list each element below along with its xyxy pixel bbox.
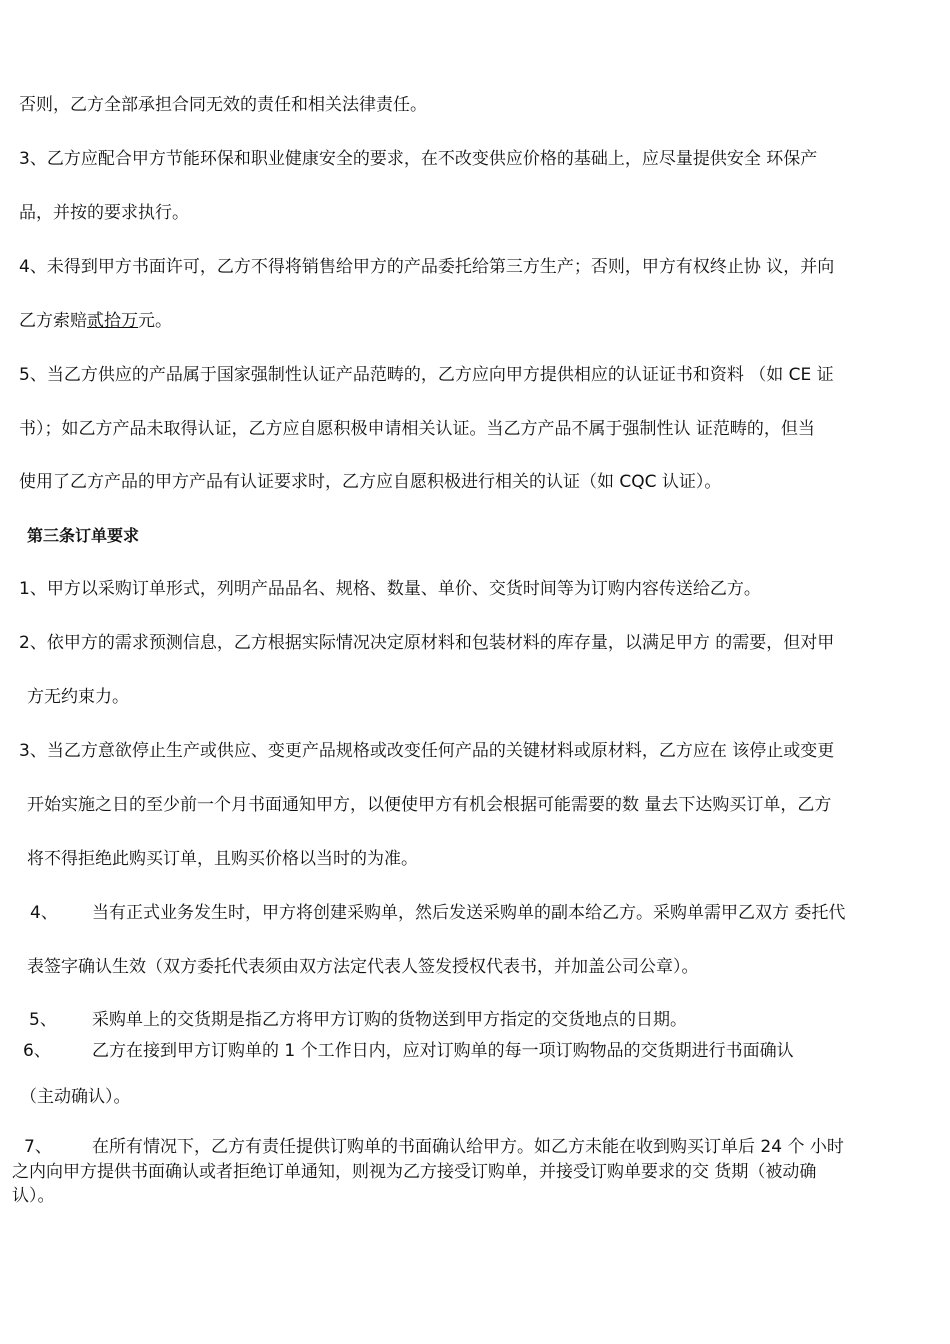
- order-item-7-line-3: 认）。: [12, 1186, 55, 1206]
- order-item-2-line-2: 方无约束力。: [27, 687, 129, 707]
- order-item-5-line: 采购单上的交货期是指乙方将甲方订购的货物送到甲方指定的交货地点的日期。: [92, 1010, 687, 1030]
- clause-4-text: 乙方索赔: [19, 311, 87, 331]
- section-heading: 第三条订单要求: [27, 526, 140, 545]
- order-item-4-line-2: 表签字确认生效（双方委托代表须由双方法定代表人签发授权代表书，并加盖公司公章）。: [27, 957, 699, 977]
- order-item-1: 1、甲方以采购订单形式，列明产品品名、规格、数量、单价、交货时间等为订购内容传送给乙方。: [19, 579, 761, 599]
- order-item-6-line-2: （主动确认）。: [20, 1087, 131, 1107]
- clause-3-line-1: 3、乙方应配合甲方节能环保和职业健康安全的要求，在不改变供应价格的基础上，应尽量提供安全 环保产: [19, 149, 818, 169]
- order-item-3-line-3: 将不得拒绝此购买订单，且购买价格以当时的为准。: [27, 849, 418, 869]
- compensation-amount: 贰拾万: [87, 311, 138, 331]
- order-item-7-number: 7、: [24, 1137, 52, 1157]
- clause-4-line-1: 4、未得到甲方书面许可，乙方不得将销售给甲方的产品委托给第三方生产；否则，甲方有权终止协 议，并向: [19, 257, 835, 277]
- order-item-7-line-2: 之内向甲方提供书面确认或者拒绝订单通知，则视为乙方接受订购单，并接受订购单要求的交 货期（被动确: [12, 1162, 817, 1182]
- clause-5-line-3: 使用了乙方产品的甲方产品有认证要求时，乙方应自愿积极进行相关的认证（如 CQC 认证）。: [19, 472, 722, 492]
- clause-5-line-1: 5、当乙方供应的产品属于国家强制性认证产品范畴的，乙方应向甲方提供相应的认证证书和资料 （如 CE 证: [19, 365, 834, 385]
- clause-5-line-2: 书）；如乙方产品未取得认证，乙方应自愿积极申请相关认证。当乙方产品不属于强制性认 证范畴的，但当: [19, 419, 815, 439]
- order-item-2-line-1: 2、依甲方的需求预测信息，乙方根据实际情况决定原材料和包装材料的库存量，以满足甲方 的需要，但对甲: [19, 633, 835, 653]
- order-item-3-line-1: 3、当乙方意欲停止生产或供应、变更产品规格或改变任何产品的关键材料或原材料，乙方应在 该停止或变更: [19, 741, 835, 761]
- order-item-6-line-1: 乙方在接到甲方订购单的 1 个工作日内，应对订购单的每一项订购物品的交货期进行书面确认: [92, 1041, 794, 1061]
- order-item-5-number: 5、: [29, 1010, 57, 1030]
- paragraph-line: 否则，乙方全部承担合同无效的责任和相关法律责任。: [19, 95, 427, 115]
- clause-3-line-2: 品，并按的要求执行。: [19, 203, 189, 223]
- order-item-3-line-2: 开始实施之日的至少前一个月书面通知甲方，以便使甲方有机会根据可能需要的数 量去下达购买订单，乙方: [27, 795, 832, 815]
- order-item-6-number: 6、: [23, 1041, 51, 1061]
- order-item-4-number: 4、: [30, 903, 58, 923]
- clause-4-line-2: [19, 310, 172, 332]
- order-item-4-line-1: 当有正式业务发生时，甲方将创建采购单，然后发送采购单的副本给乙方。采购单需甲乙双方 委托代: [92, 903, 846, 923]
- clause-4-text-end: 元。: [138, 311, 172, 331]
- order-item-7-line-1: 在所有情况下，乙方有责任提供订购单的书面确认给甲方。如乙方未能在收到购买订单后 24 个 小时: [92, 1137, 844, 1157]
